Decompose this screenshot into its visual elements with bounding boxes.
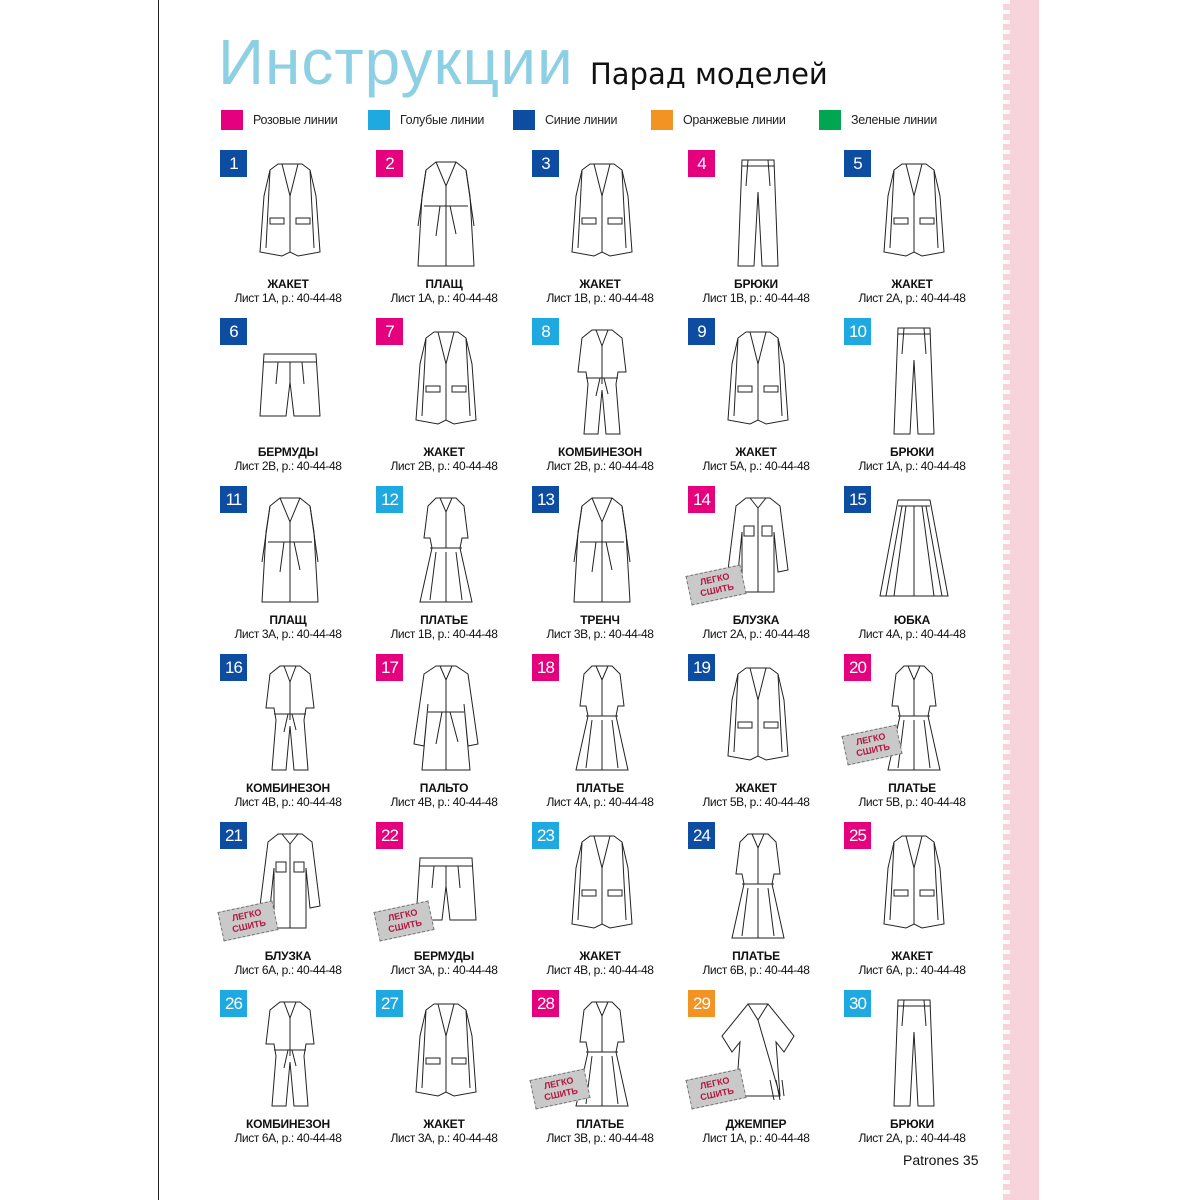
model-card-1 (220, 150, 360, 310)
model-sheet-info: Лист 4В, р.: 40-44-48 (234, 795, 342, 809)
model-sheet-info: Лист 6А, р.: 40-44-48 (234, 963, 342, 977)
model-name: БЛУЗКА (732, 613, 780, 627)
legend-item-green (819, 109, 937, 131)
model-card-21 (220, 822, 360, 982)
model-number-badge: 8 (532, 318, 559, 345)
model-number-badge: 25 (844, 822, 871, 849)
model-number-badge: 10 (844, 318, 871, 345)
model-name: ПЛАТЬЕ (576, 1117, 624, 1131)
legend-item-orange (651, 109, 786, 131)
model-number-badge: 11 (220, 486, 247, 513)
legend-swatch (651, 110, 673, 130)
jacket-icon (406, 996, 486, 1111)
model-name: ПЛАЩ (425, 277, 463, 291)
model-number-badge: 6 (220, 318, 247, 345)
model-sheet-info: Лист 4А, р.: 40-44-48 (858, 627, 966, 641)
jacket-icon (562, 156, 642, 271)
model-card-5 (844, 150, 984, 310)
model-card-28 (532, 990, 672, 1150)
model-sheet-info: Лист 1В, р.: 40-44-48 (546, 291, 654, 305)
dress-icon (874, 660, 954, 775)
page-footer: Patrones 35 (903, 1152, 979, 1168)
easy-to-sew-stamp: ЛЕГКО СШИТЬ (373, 901, 434, 942)
jacket-icon (874, 156, 954, 271)
model-name: ПЛАТЬЕ (732, 949, 780, 963)
jacket-icon (406, 324, 486, 439)
model-number-badge: 28 (532, 990, 559, 1017)
model-number-badge: 15 (844, 486, 871, 513)
model-name: БРЮКИ (890, 445, 934, 459)
model-card-14 (688, 486, 828, 646)
trousers-icon (874, 996, 954, 1111)
model-sheet-info: Лист 2В, р.: 40-44-48 (390, 459, 498, 473)
model-card-7 (376, 318, 516, 478)
model-name: ЖАКЕТ (579, 277, 621, 291)
model-number-badge: 5 (844, 150, 871, 177)
model-number-badge: 20 (844, 654, 871, 681)
model-name: ПЛАТЬЕ (576, 781, 624, 795)
model-card-19 (688, 654, 828, 814)
model-sheet-info: Лист 3А, р.: 40-44-48 (390, 1131, 498, 1145)
model-card-2 (376, 150, 516, 310)
model-sheet-info: Лист 1В, р.: 40-44-48 (390, 627, 498, 641)
model-card-17 (376, 654, 516, 814)
legend-item-pink (221, 109, 337, 131)
model-sheet-info: Лист 3В, р.: 40-44-48 (546, 627, 654, 641)
jacket-icon (562, 828, 642, 943)
model-number-badge: 14 (688, 486, 715, 513)
model-number-badge: 12 (376, 486, 403, 513)
model-sheet-info: Лист 2А, р.: 40-44-48 (858, 291, 966, 305)
model-number-badge: 3 (532, 150, 559, 177)
model-number-badge: 4 (688, 150, 715, 177)
model-sheet-info: Лист 1В, р.: 40-44-48 (702, 291, 810, 305)
model-card-9 (688, 318, 828, 478)
model-sheet-info: Лист 1А, р.: 40-44-48 (858, 459, 966, 473)
model-sheet-info: Лист 4В, р.: 40-44-48 (546, 963, 654, 977)
model-card-29 (688, 990, 828, 1150)
model-sheet-info: Лист 2В, р.: 40-44-48 (234, 459, 342, 473)
model-number-badge: 13 (532, 486, 559, 513)
coat-icon (406, 660, 486, 775)
model-sheet-info: Лист 3А, р.: 40-44-48 (390, 963, 498, 977)
model-number-badge: 7 (376, 318, 403, 345)
model-card-30 (844, 990, 984, 1150)
legend-label: Зеленые линии (851, 113, 937, 127)
model-sheet-info: Лист 1А, р.: 40-44-48 (234, 291, 342, 305)
dress-icon (562, 660, 642, 775)
model-sheet-info: Лист 4А, р.: 40-44-48 (546, 795, 654, 809)
model-card-24 (688, 822, 828, 982)
model-number-badge: 9 (688, 318, 715, 345)
dress-icon (406, 492, 486, 607)
model-sheet-info: Лист 4В, р.: 40-44-48 (390, 795, 498, 809)
model-name: ЖАКЕТ (267, 277, 309, 291)
model-sheet-info: Лист 1А, р.: 40-44-48 (702, 1131, 810, 1145)
model-name: ЖАКЕТ (891, 277, 933, 291)
model-card-8 (532, 318, 672, 478)
model-name: ЖАКЕТ (423, 445, 465, 459)
model-number-badge: 1 (220, 150, 247, 177)
page-subtitle: Парад моделей (590, 57, 828, 91)
model-number-badge: 18 (532, 654, 559, 681)
trousers-icon (718, 156, 798, 271)
raincoat-icon (250, 492, 330, 607)
jumpsuit-icon (250, 996, 330, 1111)
jumpsuit-icon (250, 660, 330, 775)
easy-to-sew-stamp: ЛЕГКО СШИТЬ (529, 1069, 590, 1110)
model-name: ЖАКЕТ (579, 949, 621, 963)
pink-zigzag-border (1003, 0, 1039, 1200)
model-number-badge: 22 (376, 822, 403, 849)
model-sheet-info: Лист 2А, р.: 40-44-48 (702, 627, 810, 641)
model-number-badge: 24 (688, 822, 715, 849)
model-card-12 (376, 486, 516, 646)
model-card-22 (376, 822, 516, 982)
model-sheet-info: Лист 5В, р.: 40-44-48 (858, 795, 966, 809)
model-sheet-info: Лист 2А, р.: 40-44-48 (858, 1131, 966, 1145)
page-title: Инструкции (218, 26, 574, 98)
page-edge-line (158, 0, 159, 1200)
jacket-icon (250, 156, 330, 271)
easy-to-sew-stamp: ЛЕГКО СШИТЬ (841, 725, 902, 766)
legend-swatch (819, 110, 841, 130)
model-sheet-info: Лист 6А, р.: 40-44-48 (234, 1131, 342, 1145)
raincoat-icon (562, 492, 642, 607)
model-number-badge: 2 (376, 150, 403, 177)
legend-swatch (221, 110, 243, 130)
legend-item-cyan (368, 109, 484, 131)
model-name: ЖАКЕТ (735, 445, 777, 459)
trousers-icon (874, 324, 954, 439)
model-name: КОМБИНЕЗОН (246, 781, 330, 795)
model-number-badge: 30 (844, 990, 871, 1017)
model-number-badge: 19 (688, 654, 715, 681)
model-sheet-info: Лист 1А, р.: 40-44-48 (390, 291, 498, 305)
model-name: БЕРМУДЫ (257, 445, 319, 459)
model-card-20 (844, 654, 984, 814)
model-name: БРЮКИ (890, 1117, 934, 1131)
model-name: ЮБКА (893, 613, 931, 627)
easy-to-sew-stamp: ЛЕГКО СШИТЬ (685, 1069, 746, 1110)
model-name: ПЛАТЬЕ (888, 781, 936, 795)
model-card-10 (844, 318, 984, 478)
model-card-4 (688, 150, 828, 310)
model-card-15 (844, 486, 984, 646)
model-name: БРЮКИ (734, 277, 778, 291)
model-name: БЛУЗКА (264, 949, 312, 963)
model-name: ТРЕНЧ (580, 613, 620, 627)
easy-to-sew-stamp: ЛЕГКО СШИТЬ (685, 565, 746, 606)
model-name: ПАЛЬТО (419, 781, 469, 795)
easy-to-sew-stamp: ЛЕГКО СШИТЬ (217, 901, 278, 942)
legend-label: Розовые линии (253, 113, 338, 127)
model-name: ЖАКЕТ (423, 1117, 465, 1131)
model-number-badge: 23 (532, 822, 559, 849)
model-card-27 (376, 990, 516, 1150)
model-card-23 (532, 822, 672, 982)
model-number-badge: 16 (220, 654, 247, 681)
legend-swatch (513, 110, 535, 130)
model-name: ПЛАЩ (269, 613, 307, 627)
raincoat-icon (406, 156, 486, 271)
model-number-badge: 26 (220, 990, 247, 1017)
model-sheet-info: Лист 3В, р.: 40-44-48 (546, 1131, 654, 1145)
model-number-badge: 17 (376, 654, 403, 681)
legend-swatch (368, 110, 390, 130)
legend-item-blue (513, 109, 617, 131)
model-name: ЖАКЕТ (735, 781, 777, 795)
model-sheet-info: Лист 6В, р.: 40-44-48 (702, 963, 810, 977)
skirt-icon (874, 492, 954, 607)
jacket-icon (718, 660, 798, 775)
model-name: БЕРМУДЫ (413, 949, 475, 963)
model-card-16 (220, 654, 360, 814)
legend-label: Оранжевые линии (683, 113, 786, 127)
legend-label: Голубые линии (400, 113, 485, 127)
jacket-icon (718, 324, 798, 439)
model-card-6 (220, 318, 360, 478)
jumpsuit-icon (562, 324, 642, 439)
model-card-25 (844, 822, 984, 982)
model-sheet-info: Лист 2В, р.: 40-44-48 (546, 459, 654, 473)
dress-icon (718, 828, 798, 943)
model-card-26 (220, 990, 360, 1150)
model-card-11 (220, 486, 360, 646)
model-name: КОМБИНЕЗОН (246, 1117, 330, 1131)
model-sheet-info: Лист 6А, р.: 40-44-48 (858, 963, 966, 977)
model-card-3 (532, 150, 672, 310)
model-name: КОМБИНЕЗОН (558, 445, 642, 459)
model-sheet-info: Лист 5А, р.: 40-44-48 (702, 459, 810, 473)
model-sheet-info: Лист 3А, р.: 40-44-48 (234, 627, 342, 641)
model-number-badge: 27 (376, 990, 403, 1017)
model-number-badge: 21 (220, 822, 247, 849)
model-name: ДЖЕМПЕР (725, 1117, 787, 1131)
model-card-18 (532, 654, 672, 814)
shorts-icon (250, 324, 330, 439)
model-name: ЖАКЕТ (891, 949, 933, 963)
model-name: ПЛАТЬЕ (420, 613, 468, 627)
color-legend (221, 109, 981, 131)
model-number-badge: 29 (688, 990, 715, 1017)
jacket-icon (874, 828, 954, 943)
model-sheet-info: Лист 5В, р.: 40-44-48 (702, 795, 810, 809)
model-card-13 (532, 486, 672, 646)
legend-label: Синие линии (545, 113, 618, 127)
